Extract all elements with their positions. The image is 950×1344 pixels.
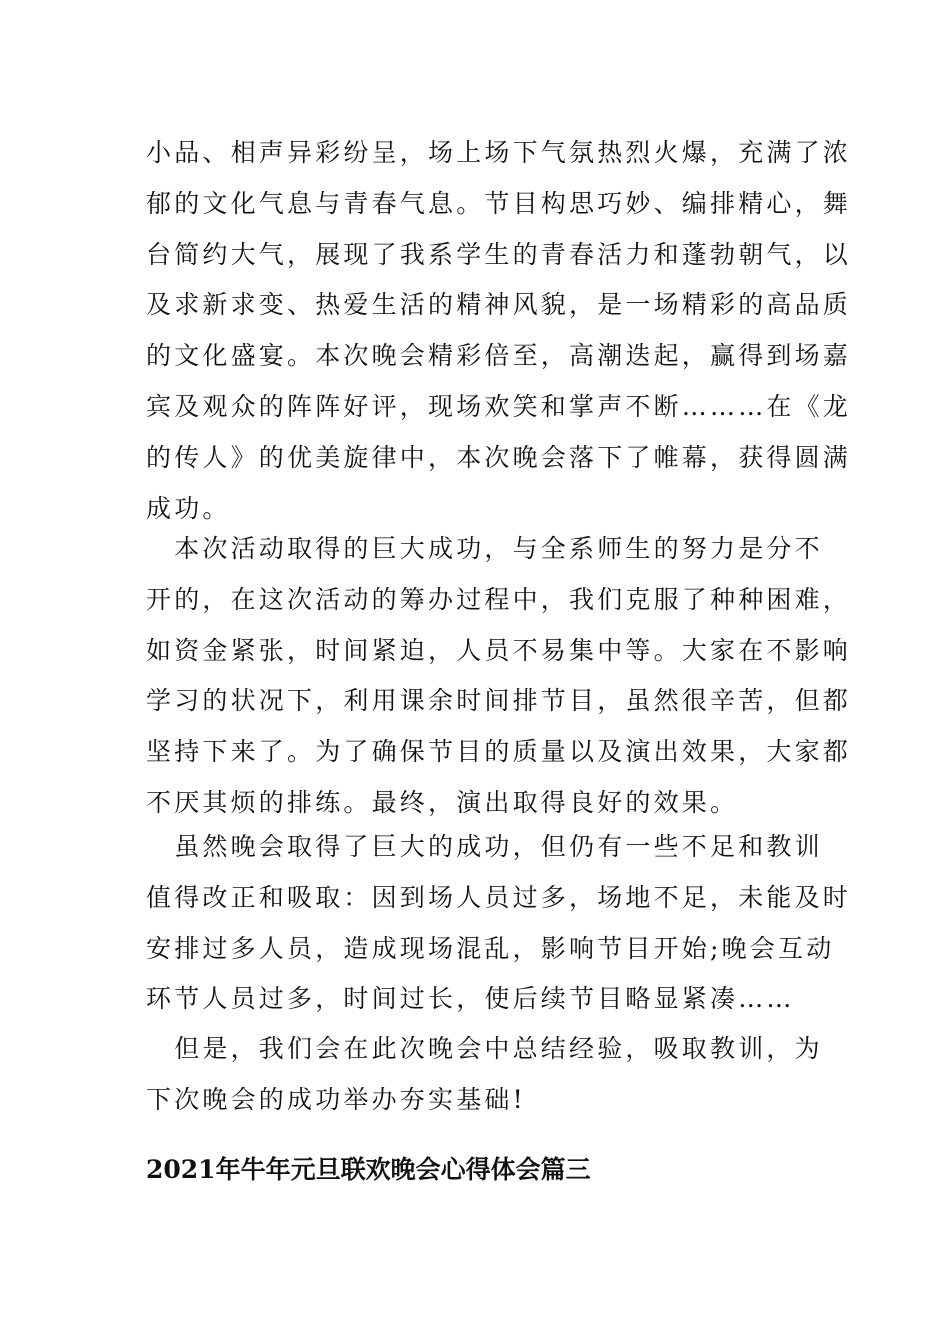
text-line: 坚持下来了。为了确保节目的质量以及演出效果，大家都 xyxy=(146,737,852,767)
text-line: 安排过多人员，造成现场混乱，影响节目开始;晚会互动 xyxy=(146,933,835,963)
text-line: 本次活动取得的巨大成功，与全系师生的努力是分不 xyxy=(146,534,823,563)
paragraph-4 xyxy=(146,1024,823,1126)
text-line: 值得改正和吸取：因到场人员过多，场地不足，未能及时 xyxy=(146,882,852,912)
text-line: 环节人员过多，时间过长，使后续节目略显紧凑…… xyxy=(146,984,795,1014)
text-line: 小品、相声异彩纷呈，场上场下气氛热烈火爆，充满了浓 xyxy=(146,138,852,167)
paragraph-2 xyxy=(146,524,852,829)
section-heading: 2021年牛年元旦联欢晚会心得体会篇三 xyxy=(146,1155,591,1184)
text-line: 台简约大气，展现了我系学生的青春活力和蓬勃朝气，以 xyxy=(146,239,852,269)
text-line: 的传人》的优美旋律中，本次晚会落下了帷幕，获得圆满 xyxy=(146,442,852,472)
text-line: 如资金紧张，时间紧迫，人员不易集中等。大家在不影响 xyxy=(146,635,852,665)
text-line: 成功。 xyxy=(146,493,231,523)
text-line: 学习的状况下，利用课余时间排节目，虽然很辛苦，但都 xyxy=(146,686,852,716)
text-line: 宾及观众的阵阵好评，现场欢笑和掌声不断………在《龙 xyxy=(146,391,852,421)
text-line: 开的，在这次活动的筹办过程中，我们克服了种种困难， xyxy=(146,584,852,614)
text-line: 但是，我们会在此次晚会中总结经验，吸取教训，为 xyxy=(146,1034,823,1063)
text-line: 虽然晚会取得了巨大的成功，但仍有一些不足和教训 xyxy=(146,832,823,861)
text-line: 不厌其烦的排练。最终，演出取得良好的效果。 xyxy=(146,787,739,817)
text-line: 的文化盛宴。本次晚会精彩倍至，高潮迭起，赢得到场嘉 xyxy=(146,341,852,371)
text-line: 下次晚会的成功举办夯实基础! xyxy=(146,1084,526,1114)
text-line: 及求新求变、热爱生活的精神风貌，是一场精彩的高品质 xyxy=(146,290,852,320)
paragraph-1 xyxy=(146,128,852,534)
text-line: 郁的文化气息与青春气息。节目构思巧妙、编排精心，舞 xyxy=(146,188,852,218)
paragraph-3 xyxy=(146,822,852,1025)
